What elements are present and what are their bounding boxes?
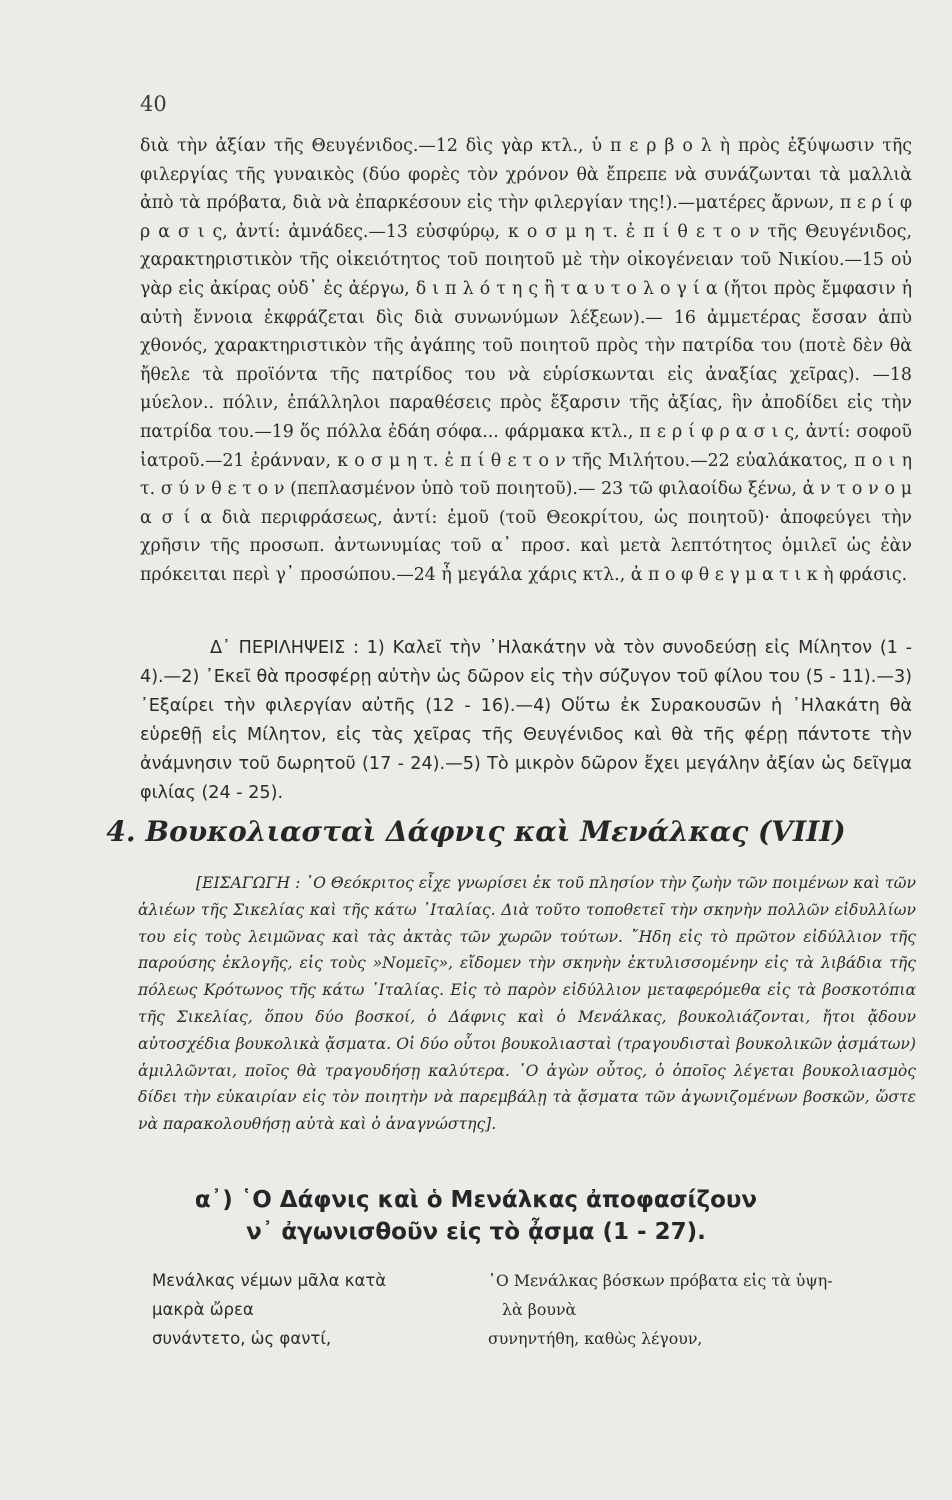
subsection-heading [0,1184,952,1248]
subheading-line-1: α᾽) ῾Ο Δάφνις καὶ ὁ Μενάλκας ἀποφασίζουν [194,1187,758,1213]
poem-translation-line: συνηντήθη, καθὼς λέγουν, [488,1329,703,1348]
poem-translation-line: ῾Ο Μενάλκας βόσκων πρόβατα εἰς τὰ ὑψη- [488,1271,833,1290]
poem-translation-line: λὰ βουνὰ [502,1300,577,1319]
poem-original-line: μακρὰ ὤρεα [152,1300,254,1319]
poem-original-column [152,1266,472,1353]
introduction-paragraph: [ΕΙΣΑΓΩΓΗ : ῾Ο Θεόκριτος εἶχε γνωρίσει ἐκ τοῦ πλησίον τὴν ζωὴν τῶν ποιμένων καὶ τῶν ἁλιέων τῆς Σικελίας καὶ τῆς κάτω ᾿Ιταλίας. Διὰ τοῦτο τοποθετεῖ τὴν σκηνὴν πολλῶν εἰδυλλίων του εἰς τοὺς λειμῶνας καὶ τὰς ἀκτὰς τῶν χωρῶν τούτων. ῎Ηδη εἰς τὸ πρῶτον εἰδύλλιον τῆς παρούσης ἐκλογῆς, εἰς τοὺς »Νομεῖς», εἴδομεν τὴν σκηνὴν ἐκτυλισσομένην εἰς τὰ λιβάδια τῆς πόλεως Κρότωνος τῆς κάτω ᾿Ιταλίας. Εἰς τὸ παρὸν εἰδύλλιον μεταφερόμεθα εἰς τὰ βοσκοτόπια τῆς Σικελίας, ὅπου δύο βοσκοί, ὁ Δάφνις καὶ ὁ Μενάλκας, βουκολιάζονται, ἤτοι ᾄδουν αὐτοσχέδια βουκολικὰ ᾄσματα. Οἱ δύο οὗτοι βουκολιασταὶ (τραγουδισταὶ βουκολικῶν ᾀσμάτων) ἁμιλλῶνται, ποῖος θὰ τραγουδήσῃ καλύτερα. ῾Ο ἀγὼν οὗτος, ὁ ὁποῖος λέγεται βουκολιασμὸς δίδει τὴν εὐκαιρίαν εἰς τὸν ποιητὴν νὰ παρεμβάλῃ τὰ ᾄσματα τῶν ἀγωνιζομένων βοσκῶν, ὥστε νὰ παρακολουθήσῃ αὐτὰ καὶ ὁ ἀναγνώστης]. [138,874,916,1134]
introduction [138,870,916,1138]
summary-paragraph: Δ᾽ ΠΕΡΙΛΗΨΕΙΣ : 1) Καλεῖ τὴν ᾿Ηλακάτην νὰ τὸν συνοδεύσῃ εἰς Μίλητον (1 - 4).—2) ᾿Εκεῖ θὰ προσφέρῃ αὐτὴν ὡς δῶρον εἰς τὴν σύζυγον τοῦ φίλου του (5 - 11).—3) ᾿Εξαίρει τὴν φιλεργίαν αὐτῆς (12 - 16).—4) Οὕτω ἐκ Συρακουσῶν ἡ ᾿Ηλακάτη θὰ εὑρεθῇ εἰς Μίλητον, εἰς τὰς χεῖρας τῆς Θευγένιδος καὶ θὰ τῆς φέρῃ πάντοτε τὴν ἀνάμνησιν τοῦ δωρητοῦ (17 - 24).—5) Τὸ μικρὸν δῶρον ἔχει μεγάλην ἀξίαν ὡς δεῖγμα φιλίας (24 - 25). [140,638,912,803]
subheading-line-2: ν᾽ ἀγωνισθοῦν εἰς τὸ ᾆσμα (1 - 27). [246,1219,706,1245]
poem-original-line: συνάντετο, ὡς φαντί, [152,1329,332,1348]
summaries-section [140,634,912,808]
commentary-paragraph: διὰ τὴν ἀξίαν τῆς Θευγένιδος.—12 δὶς γὰρ κτλ., ὑ π ε ρ β ο λ ὴ πρὸς ἐξύψωσιν τῆς φιλεργίας τῆς γυναικὸς (δύο φορὲς τὸν χρόνον θὰ ἔπρεπε νὰ συνάζωνται τὰ μαλλιὰ ἀπὸ τὰ πρόβατα, διὰ νὰ ἐπαρκέσουν εἰς τὴν φιλεργίαν της!).—ματέρες ἄρνων, π ε ρ ί φ ρ α σ ι ς, ἀντί: ἀμνάδες.—13 εὐσφύρῳ, κ ο σ μ η τ. ἐ π ί θ ε τ ο ν τῆς Θευγένιδος, χαρακτηριστικὸν τῆς οἰκειότητος τοῦ ποιητοῦ μὲ τὴν οἰκογένειαν τοῦ Νικίου.—15 οὐ γὰρ εἰς ἀκίρας οὐδ᾽ ἐς ἀέργω, δ ι π λ ό τ η ς ἢ τ α υ τ ο λ ο γ ί α (ἤτοι πρὸς ἔμφασιν ἡ αὐτὴ ἔννοια ἐκφράζεται δὶς διὰ συνωνύμων λέξεων).— 16 ἀμμετέρας ἔσσαν ἀπὺ χθονός, χαρακτηριστικὸν τῆς ἀγάπης τοῦ ποιητοῦ πρὸς τὴν πατρίδα του (ποτὲ δὲν θὰ ἤθελε τὰ προϊόντα τῆς πατρίδος του νὰ εὑρίσκωνται εἰς ἀναξίας χεῖρας). —18 μύελον.. πόλιν, ἐπάλληλοι παραθέσεις πρὸς ἔξαρσιν τῆς ἀξίας, ἣν ἀποδίδει εἰς τὴν πατρίδα του.—19 ὅς πόλλα ἐδάη σόφα... φάρμακα κτλ., π ε ρ ί φ ρ α σ ι ς, ἀντί: σοφοῦ ἰατροῦ.—21 ἐράνναν, κ ο σ μ η τ. ἐ π ί θ ε τ ο ν τῆς Μιλήτου.—22 εὐαλάκατος, π ο ι η τ. σ ύ ν θ ε τ ο ν (πεπλασμένον ὑπὸ τοῦ ποιητοῦ).— 23 τῶ φιλαοίδω ξένω, ἀ ν τ ο ν ο μ α σ ί α διὰ περιφράσεως, ἀντί: ἐμοῦ (τοῦ Θεοκρίτου, ὡς ποιητοῦ)· ἀποφεύγει τὴν χρῆσιν τῆς προσωπ. ἀντωνυμίας τοῦ α᾽ προσ. καὶ μετὰ λεπτότητος ὁμιλεῖ ὡς ἐὰν πρόκειται περὶ γ᾽ προσώπου.—24 ἦ μεγάλα χάρις κτλ., ἀ π ο φ θ ε γ μ α τ ι κ ὴ φράσις. [140,136,912,585]
poem-translation-column [488,1266,918,1353]
commentary-notes [140,132,912,590]
section-heading: 4. Βουκολιασταὶ Δάφνις καὶ Μενάλκας (VIII) [106,815,846,848]
poem-original-line: Μενάλκας νέμων μᾶλα κατὰ [152,1271,387,1290]
page-number: 40 [140,92,167,116]
